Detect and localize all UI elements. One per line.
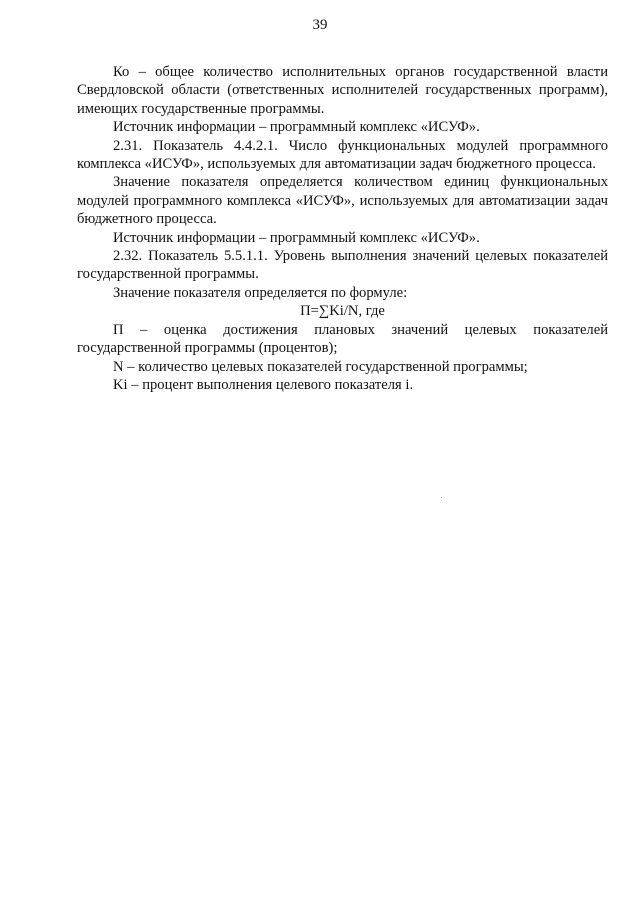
document-body [77, 63, 608, 394]
page-number: 39 [312, 17, 328, 33]
paragraph-ko-definition: Ко – общее количество исполнительных органов государственной власти Свердловской области (ответственных исполнителей государственных программ), имеющих государственные программы. [77, 64, 608, 117]
scan-speck [441, 497, 442, 498]
paragraph-indicator-2-32: 2.32. Показатель 5.5.1.1. Уровень выполнения значений целевых показателей государственной программы. [77, 248, 608, 283]
definition-n: N – количество целевых показателей государственной программы; [113, 358, 528, 375]
definition-p: П – оценка достижения плановых значений целевых показателей государственной программы (процентов); [77, 321, 608, 357]
paragraph-indicator-2-31: 2.31. Показатель 4.4.2.1. Число функциональных модулей программного комплекса «ИСУФ», используемых для автоматизации задач бюджетного процесса. [77, 137, 608, 173]
paragraph-source-1: Источник информации – программный комплекс «ИСУФ». [113, 119, 480, 136]
definition-ki: Ki – процент выполнения целевого показателя i. [113, 376, 414, 393]
paragraph-formula-intro: Значение показателя определяется по формуле: [113, 284, 408, 301]
paragraph-indicator-value: Значение показателя определяется количеством единиц функциональных модулей программного комплекса «ИСУФ», используемых для автоматизации задач бюджетного процесса. [77, 174, 608, 228]
paragraph-source-2: Источник информации – программный комплекс «ИСУФ». [113, 229, 480, 246]
formula: П=∑Ki/N, где [300, 303, 385, 320]
